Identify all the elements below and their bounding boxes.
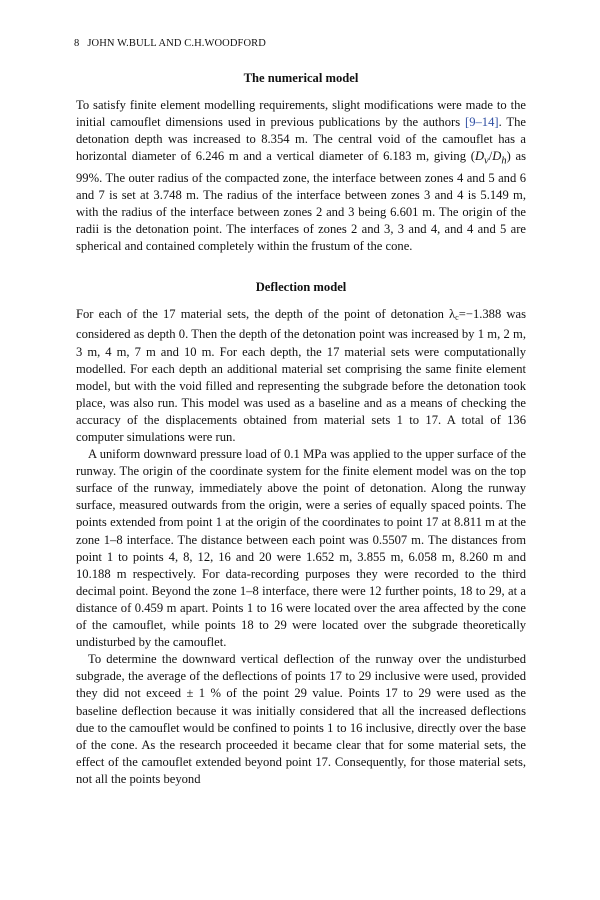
text-run: =−1.388 was considered as depth 0. Then the depth of the detonation point was increased by 1 m, 2 m, 3 m, 4 m, 7 m and 10 m. For each depth, the 17 material sets were computationally modelled. For each depth an additional material set comprising the same finite element model, but with the void filled and representing the subgrade before the detonation took place, was also run. This model was used as a baseline and as a means of checking the accuracy of the displacements obtained from material sets 1 to 17. A total of 136 computer simulations were run. — [76, 307, 526, 445]
paragraph-deflection-1 — [76, 306, 526, 446]
running-head — [74, 37, 526, 51]
citation-link[interactable]: [9–14] — [465, 115, 499, 130]
math-subscript-c: c — [455, 313, 459, 323]
page-number: 8 — [74, 38, 80, 49]
section-title-numerical-model: The numerical model — [243, 71, 359, 85]
section-title-deflection-model: Deflection model — [255, 280, 347, 295]
page — [76, 37, 526, 788]
paragraph-deflection-3: To determine the downward vertical deflection of the runway over the undisturbed subgrade, the average of the deflections of points 17 to 29 inclusive were used, provided they did not exceed ± 1 % of the point 29 value. Points 17 to 29 were used as the baseline deflection because it was initially considered that all the increased deflections due to the camouflet would be confined to points 1 to 16 inclusive, directly over the base of the cone. As the research proceeded it became clear that for some material sets, the effect of the camouflet extended beyond point 17. Consequently, for those material sets, not all the points beyond — [76, 652, 526, 786]
text-run: . The detonation depth was increased to 8.354 m. The central void of the camouflet has a horizontal diameter of 6.246 m and a vertical diameter of 6.183 m, giving ( — [76, 115, 526, 164]
running-head-authors: JOHN W.BULL AND C.H.WOODFORD — [87, 38, 266, 49]
text-run: To satisfy finite element modelling requirements, slight modifications were made to the initial camouflet dimensions used in previous publications by the authors — [76, 98, 526, 130]
paragraph-deflection-2: A uniform downward pressure load of 0.1 MPa was applied to the upper surface of the runway. The origin of the coordinate system for the finite element model was on the top surface of the runway, immediately above the point of detonation. Along the runway surface, measured outwards from the origin, were a series of equally spaced points. The points extended from point 1 at the origin of the coordinates to point 17 at 8.811 m at the zone 1–8 interface. The distance between each point was 0.5507 m. The distances from point 1 to points 4, 8, 12, 16 and 20 were 1.652 m, 3.855 m, 6.058 m, 8.260 m and 10.188 m respectively. For data-recording purposes they were recorded to the third decimal point. Beyond the zone 1–8 interface, there were 12 further points, 18 to 29, at a distance of 0.459 m apart. Points 1 to 16 were located over the area affected by the cone of the camouflet, while points 18 to 29 were located over the subgrade theoretically undisturbed by the camouflet. — [76, 447, 526, 650]
math-dh: $D_h$ — [492, 149, 507, 167]
text-run: For each of the 17 material sets, the depth of the point of detonation λ — [76, 307, 456, 322]
math-dv: $D_v$ — [474, 149, 489, 167]
paragraph-numerical-model: To satisfy finite element modelling requirements, slight modifications were made to the initial camouflet dimensions used in previous publications by the authors [9–14]. The detonation depth was increased to 8.354 m. The central void of the camouflet has a horizontal diameter of 6.246 m and a vertical diameter of 6.183 m, giving $(D_v/D_h)$ as 99%. The outer radius of the compacted zone, the interface between zones 4 and 5 and 6 and 7 is set at 3.748 m. The radius of the interface between zones 3 and 4 is 5.149 m, with the radius of the interface between zones 2 and 3 being 6.601 m. The origin of the radii is the detonation point. The interfaces of zones 2 and 3, 3 and 4, and 4 and 5 are spherical and contained completely within the frustum of the cone. — [76, 98, 526, 254]
text-run: ) as 99%. The outer radius of the compacted zone, the interface between zones 4 and 5 and 6 and 7 is set at 3.748 m. The radius of the interface between zones 3 and 4 is 5.149 m, with the radius of the interface between zones 2 and 3 being 6.601 m. The origin of the radii is the detonation point. The interfaces of zones 2 and 3, 3 and 4, and 4 and 5 are spherical and contained completely within the frustum of the cone. — [76, 149, 526, 254]
